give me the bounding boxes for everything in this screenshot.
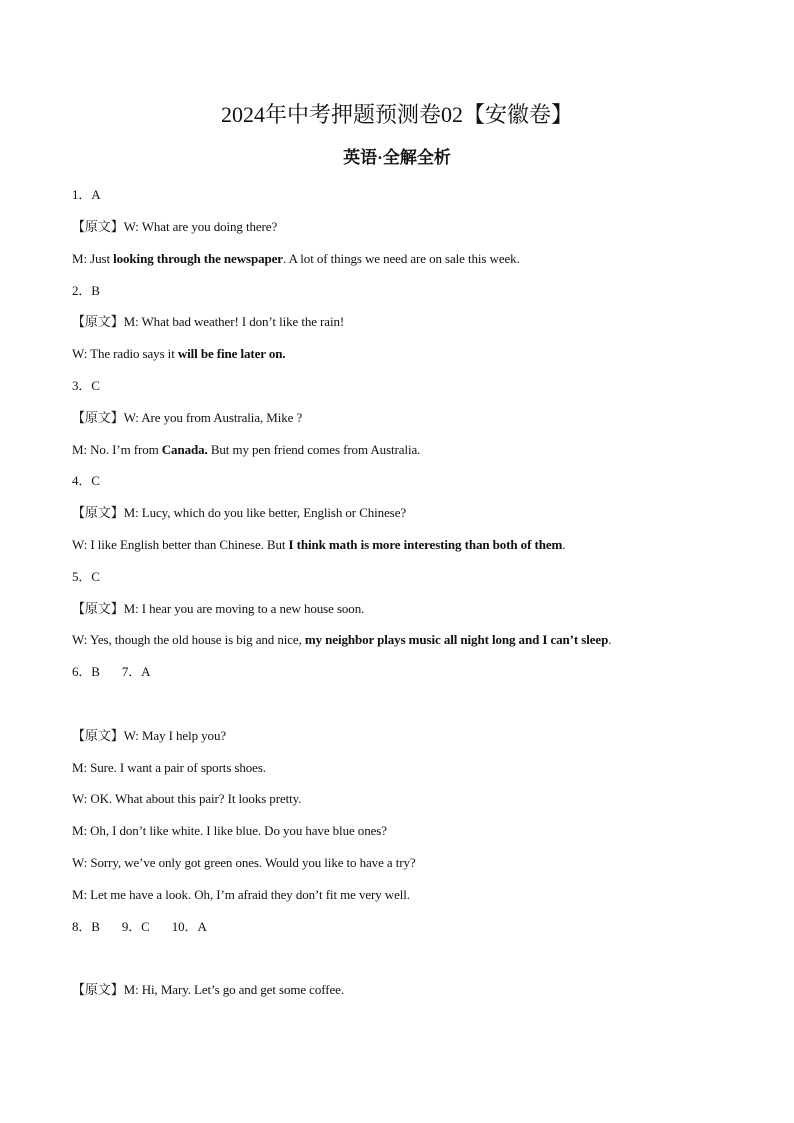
transcript-text: What are you doing there? xyxy=(141,219,278,234)
speaker-label: M: xyxy=(123,601,142,616)
answer-key: 6．B xyxy=(72,664,100,679)
dialogue-line xyxy=(72,441,420,459)
dialogue-line xyxy=(72,250,520,268)
transcript-tag: 【原文】 xyxy=(72,601,124,616)
transcript-line xyxy=(72,504,406,522)
dialogue-text: But my pen friend comes from Australia. xyxy=(207,442,421,457)
speaker-label: M: xyxy=(72,442,91,457)
key-phrase: Canada. xyxy=(161,442,208,457)
dialogue-line xyxy=(72,790,301,808)
dialogue-line xyxy=(72,759,266,777)
transcript-text: May I help you? xyxy=(141,728,227,743)
answer-key: 8．B xyxy=(72,919,100,934)
answer-key: 10．A xyxy=(171,919,207,934)
key-phrase: I think math is more interesting than both of them xyxy=(288,537,563,552)
answer-key: 2．B xyxy=(72,283,100,298)
transcript-line xyxy=(72,600,364,618)
dialogue-line xyxy=(72,536,565,554)
answer-line xyxy=(72,568,100,586)
transcript-tag: 【原文】 xyxy=(72,505,124,520)
dialogue-text: Just xyxy=(90,251,114,266)
transcript-tag: 【原文】 xyxy=(72,410,124,425)
answer-key: 9．C xyxy=(121,919,150,934)
transcript-tag: 【原文】 xyxy=(72,728,124,743)
speaker-label: W: xyxy=(72,855,91,870)
dialogue-line xyxy=(72,822,387,840)
transcript-text: Are you from Australia, Mike ? xyxy=(141,410,303,425)
answer-line xyxy=(72,663,150,681)
speaker-label: W: xyxy=(72,632,90,647)
answer-key: 1．A xyxy=(72,187,101,202)
transcript-line xyxy=(72,218,277,236)
speaker-label: M: xyxy=(123,505,142,520)
key-phrase: looking through the newspaper xyxy=(113,251,283,266)
dialogue-text: . xyxy=(562,537,566,552)
transcript-line xyxy=(72,727,226,745)
dialogue-line xyxy=(72,345,286,363)
dialogue-line xyxy=(72,886,410,904)
answer-line xyxy=(72,186,101,204)
dialogue-text: The radio says it xyxy=(90,346,178,361)
answer-key: 7．A xyxy=(121,664,151,679)
dialogue-text: . A lot of things we need are on sale this week. xyxy=(282,251,520,266)
page-subtitle: 英语·全解全析 xyxy=(343,148,451,167)
transcript-line xyxy=(72,981,344,999)
dialogue-text: . xyxy=(608,632,612,647)
transcript-tag: 【原文】 xyxy=(72,314,124,329)
key-phrase: my neighbor plays music all night long and I can’t sleep xyxy=(304,632,609,647)
transcript-tag: 【原文】 xyxy=(72,219,124,234)
transcript-line xyxy=(72,313,344,331)
answer-line xyxy=(72,472,100,490)
speaker-label: W: xyxy=(123,410,142,425)
speaker-label: M: xyxy=(72,760,91,775)
speaker-label: M: xyxy=(123,314,142,329)
dialogue-line xyxy=(72,854,416,872)
dialogue-text: No. I’m from xyxy=(90,442,162,457)
dialogue-text: I like English better than Chinese. But xyxy=(90,537,289,552)
answer-line xyxy=(72,918,207,936)
speaker-label: M: xyxy=(72,887,91,902)
answer-key: 5．C xyxy=(72,569,100,584)
dialogue-text: Yes, though the old house is big and nice, xyxy=(89,632,305,647)
answer-line xyxy=(72,377,100,395)
transcript-text: I hear you are moving to a new house soon. xyxy=(141,601,365,616)
dialogue-text: Oh, I don’t like white. I like blue. Do you have blue ones? xyxy=(90,823,387,838)
answer-key: 4．C xyxy=(72,473,100,488)
transcript-text: Hi, Mary. Let’s go and get some coffee. xyxy=(141,982,344,997)
answer-line xyxy=(72,282,100,300)
answer-key: 3．C xyxy=(72,378,100,393)
speaker-label: M: xyxy=(72,251,91,266)
dialogue-text: Let me have a look. Oh, I’m afraid they don’t fit me very well. xyxy=(90,887,410,902)
speaker-label: M: xyxy=(72,823,91,838)
page-title: 2024年中考押题预测卷02【安徽卷】 xyxy=(220,102,573,127)
dialogue-text: Sorry, we’ve only got green ones. Would you like to have a try? xyxy=(90,855,416,870)
transcript-tag: 【原文】 xyxy=(72,982,124,997)
transcript-line xyxy=(72,409,302,427)
speaker-label: W: xyxy=(72,537,91,552)
dialogue-line xyxy=(72,631,611,649)
transcript-text: What bad weather! I don’t like the rain! xyxy=(141,314,345,329)
transcript-text: Lucy, which do you like better, English or Chinese? xyxy=(141,505,407,520)
key-phrase: will be fine later on. xyxy=(177,346,286,361)
speaker-label: W: xyxy=(123,728,142,743)
speaker-label: M: xyxy=(123,982,142,997)
speaker-label: W: xyxy=(123,219,142,234)
dialogue-text: OK. What about this pair? It looks pretty. xyxy=(90,791,302,806)
speaker-label: W: xyxy=(72,346,91,361)
speaker-label: W: xyxy=(72,791,91,806)
dialogue-text: Sure. I want a pair of sports shoes. xyxy=(90,760,266,775)
